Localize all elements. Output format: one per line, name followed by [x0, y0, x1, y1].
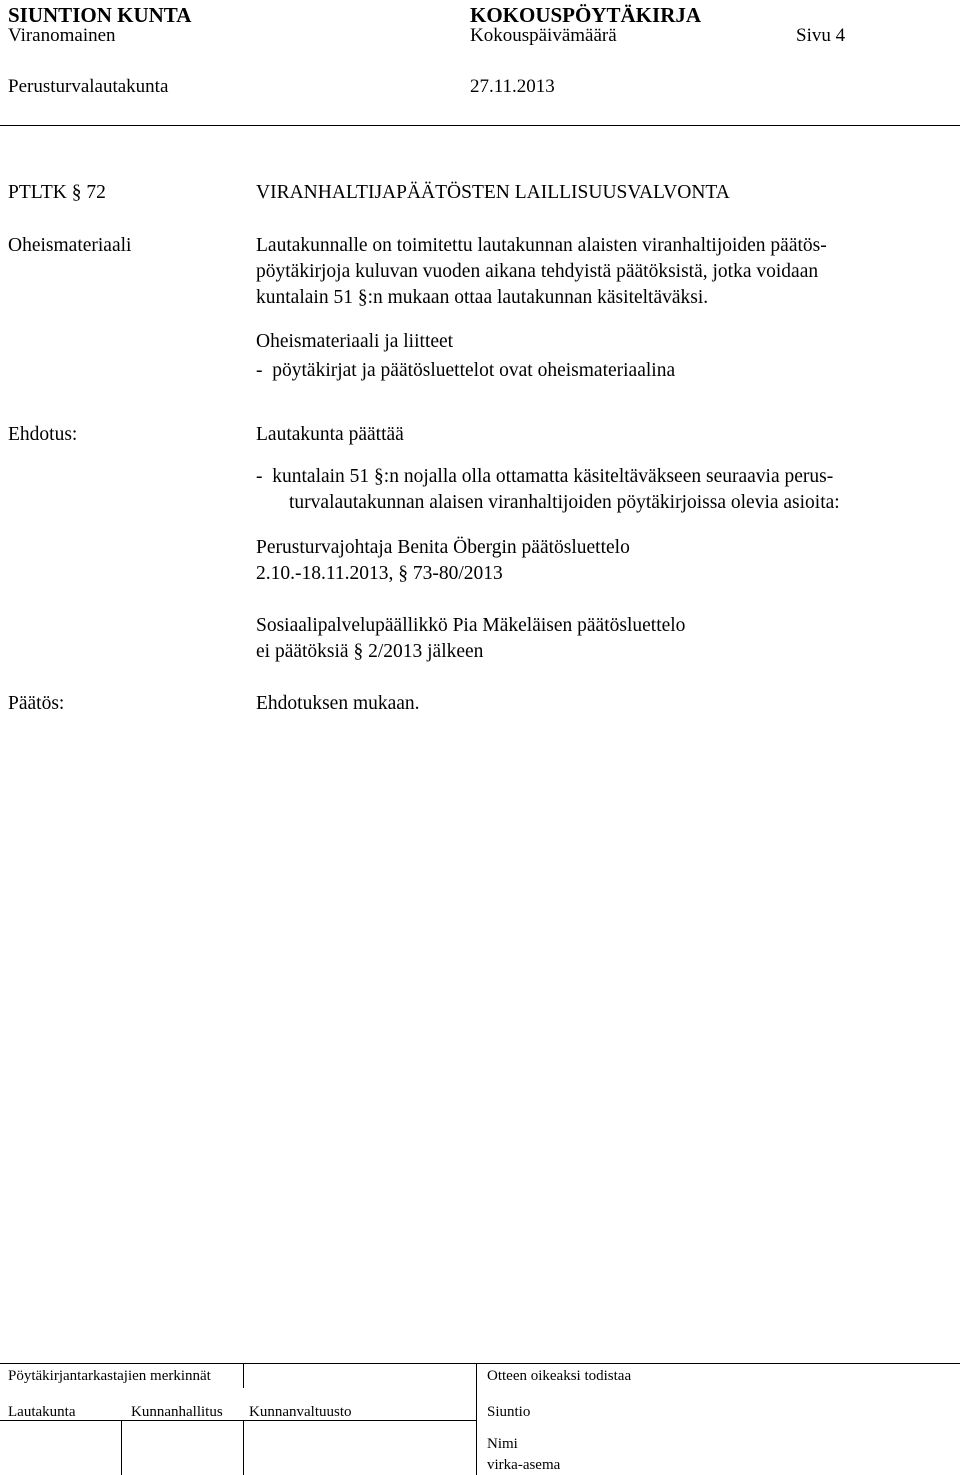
- footer-col-kunnanhallitus: Kunnanhallitus: [131, 1404, 223, 1420]
- footer-place: Siuntio: [487, 1404, 531, 1420]
- attachments-item: - pöytäkirjat ja päätösluettelot ovat oheismateriaalina: [256, 360, 676, 381]
- intro-line: pöytäkirjoja kuluvan vuoden aikana tehdyistä päätöksistä, jotka voidaan: [256, 261, 819, 282]
- page-number: Sivu 4: [796, 25, 846, 46]
- org-name: SIUNTION KUNTA: [8, 3, 192, 27]
- footer-divider: [476, 1363, 477, 1475]
- meeting-date: 27.11.2013: [470, 76, 555, 97]
- footer-divider: [121, 1420, 122, 1475]
- decision-list-2: [256, 613, 956, 665]
- decision-text: Ehdotuksen mukaan.: [256, 693, 420, 714]
- section-code: PTLTK § 72: [8, 182, 106, 203]
- footer-divider: [243, 1363, 244, 1388]
- footer-name-label: Nimi: [487, 1436, 518, 1452]
- decision-list-1: [256, 535, 956, 587]
- intro-line: Lautakunnalle on toimitettu lautakunnan alaisten viranhaltijoiden päätös-: [256, 235, 827, 256]
- proposal-item-line: - kuntalain 51 §:n nojalla olla ottamatta käsiteltäväkseen seuraavia perus-: [256, 466, 834, 487]
- footer-top-divider: [0, 1363, 960, 1364]
- list-item: 2.10.-18.11.2013, § 73-80/2013: [256, 563, 503, 584]
- section-title: VIRANHALTIJAPÄÄTÖSTEN LAILLISUUSVALVONTA: [256, 182, 730, 203]
- list-item: Perusturvajohtaja Benita Öbergin päätösluettelo: [256, 537, 630, 558]
- footer-col-kunnanvaltuusto: Kunnanvaltuusto: [249, 1404, 352, 1420]
- authority-label: Viranomainen: [8, 25, 116, 46]
- proposal-intro: Lautakunta päättää: [256, 424, 404, 445]
- authority-name: Perusturvalautakunta: [8, 76, 169, 97]
- footer-row-divider: [0, 1420, 476, 1421]
- footer-col-lautakunta: Lautakunta: [8, 1404, 76, 1420]
- intro-line: kuntalain 51 §:n mukaan ottaa lautakunnan käsiteltäväksi.: [256, 287, 709, 308]
- proposal-item-line: turvalautakunnan alaisen viranhaltijoiden pöytäkirjoissa olevia asioita:: [289, 492, 840, 513]
- reviewers-label: Pöytäkirjantarkastajien merkinnät: [8, 1368, 211, 1384]
- decision-label: Päätös:: [8, 693, 65, 714]
- footer-position-label: virka-asema: [487, 1457, 561, 1473]
- list-item: ei päätöksiä § 2/2013 jälkeen: [256, 641, 484, 662]
- proposal-label: Ehdotus:: [8, 424, 78, 445]
- certified-label: Otteen oikeaksi todistaa: [487, 1368, 632, 1384]
- document-type: KOKOUSPÖYTÄKIRJA: [470, 3, 702, 27]
- list-item: Sosiaalipalvelupäällikkö Pia Mäkeläisen päätösluettelo: [256, 615, 686, 636]
- attachment-label: Oheismateriaali: [8, 235, 132, 256]
- date-label: Kokouspäivämäärä: [470, 25, 617, 46]
- footer-divider: [243, 1420, 244, 1475]
- header-divider: [0, 125, 960, 126]
- intro-paragraph: [256, 233, 956, 311]
- attachments-heading: Oheismateriaali ja liitteet: [256, 331, 454, 352]
